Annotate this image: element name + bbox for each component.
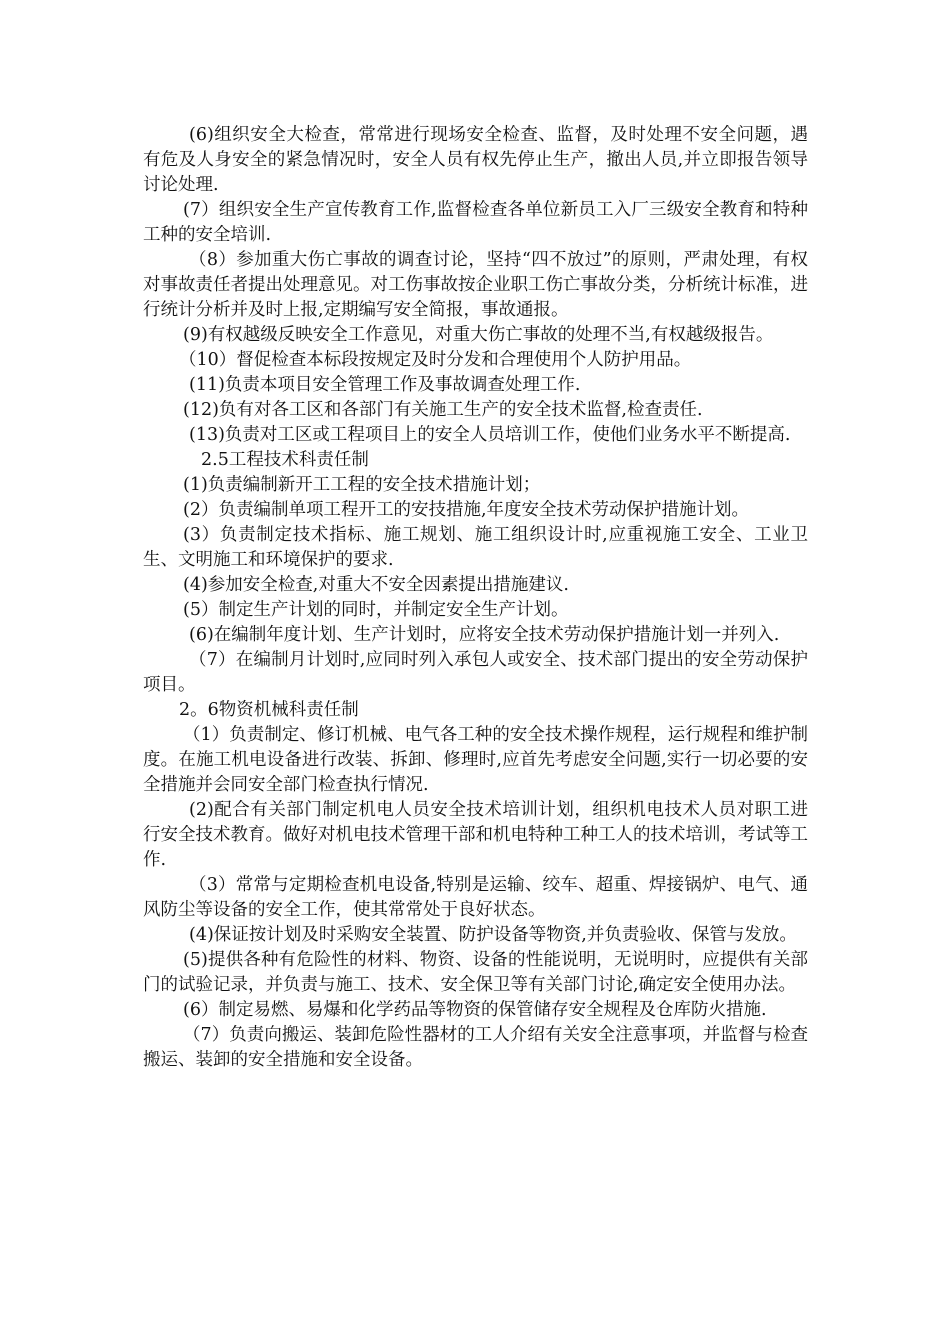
paragraph-21: (4)保证按计划及时采购安全装置、防护设备等物资,并负责验收、保管与发放。 [189, 925, 797, 945]
paragraph-15: (6)在编制年度计划、生产计划时，应将安全技术劳动保护措施计划一并列入. [189, 625, 780, 645]
paragraph-18: （1）负责制定、修订机械、电气各工种的安全技术操作规程，运行规程和维护制度。在施工机电设备进行改装、拆卸、修理时,应首先考虑安全问题,实行一切必要的安全措施并会同安全部门检查执行情况. [143, 725, 808, 795]
paragraph-13: (4)参加安全检查,对重大不安全因素提出措施建议. [183, 575, 569, 595]
paragraph-19: (2)配合有关部门制定机电人员安全技术培训计划，组织机电技术人员对职工进行安全技术教育。做好对机电技术管理干部和机电特种工种工人的技术培训，考试等工作. [143, 800, 808, 870]
paragraph-11: (2）负责编制单项工程开工的安技措施,年度安全技术劳动保护措施计划。 [183, 500, 750, 520]
paragraph-22: (5)提供各种有危险性的材料、物资、设备的性能说明，无说明时，应提供有关部门的试验记录，并负责与施工、技术、安全保卫等有关部门讨论,确定安全使用办法。 [143, 950, 808, 995]
paragraph-1: (6)组织安全大检查，常常进行现场安全检查、监督，及时处理不安全问题，遇有危及人身安全的紧急情况时，安全人员有权先停止生产，撤出人员,并立即报告领导讨论处理. [143, 125, 808, 195]
section-heading-2-5: 2.5工程技术科责任制 [201, 450, 369, 470]
paragraph-8: (13)负责对工区或工程项目上的安全人员培训工作，使他们业务水平不断提高. [189, 425, 791, 445]
paragraph-7: (12)负有对各工区和各部门有关施工生产的安全技术监督,检查责任. [183, 400, 703, 420]
paragraph-3: （8）参加重大伤亡事故的调查讨论，坚持“四不放过”的原则，严肃处理，有权对事故责任者提出处理意见。对工伤事故按企业职工伤亡事故分类，分析统计标准，进行统计分析并及时上报,定期编写安全简报，事故通报。 [143, 250, 808, 320]
paragraph-4: (9)有权越级反映安全工作意见，对重大伤亡事故的处理不当,有权越级报告。 [183, 325, 774, 345]
paragraph-5: （10）督促检查本标段按规定及时分发和合理使用个人防护用品。 [179, 350, 692, 370]
paragraph-24: （7）负责向搬运、装卸危险性器材的工人介绍有关安全注意事项，并监督与检查搬运、装卸的安全措施和安全设备。 [143, 1025, 808, 1070]
paragraph-2: (7）组织安全生产宣传教育工作,监督检查各单位新员工入厂三级安全教育和特种工种的安全培训. [143, 200, 808, 245]
paragraph-6: (11)负责本项目安全管理工作及事故调查处理工作. [189, 375, 581, 395]
paragraph-20: （3）常常与定期检查机电设备,特别是运输、绞车、超重、焊接锅炉、电气、通风防尘等设备的安全工作，使其常常处于良好状态。 [143, 875, 808, 920]
paragraph-14: (5）制定生产计划的同时，并制定安全生产计划。 [183, 600, 569, 620]
paragraph-23: (6）制定易燃、易爆和化学药品等物资的保管储存安全规程及仓库防火措施. [183, 1000, 767, 1020]
paragraph-10: (1)负责编制新开工工程的安全技术措施计划； [183, 475, 541, 495]
paragraph-16: （7）在编制月计划时,应同时列入承包人或安全、技术部门提出的安全劳动保护项目。 [143, 650, 808, 695]
section-heading-2-6: 2。6物资机械科责任制 [179, 700, 359, 720]
paragraph-12: (3）负责制定技术指标、施工规划、施工组织设计时,应重视施工安全、工业卫生、文明施工和环境保护的要求. [143, 525, 808, 570]
document-body [143, 123, 808, 1073]
